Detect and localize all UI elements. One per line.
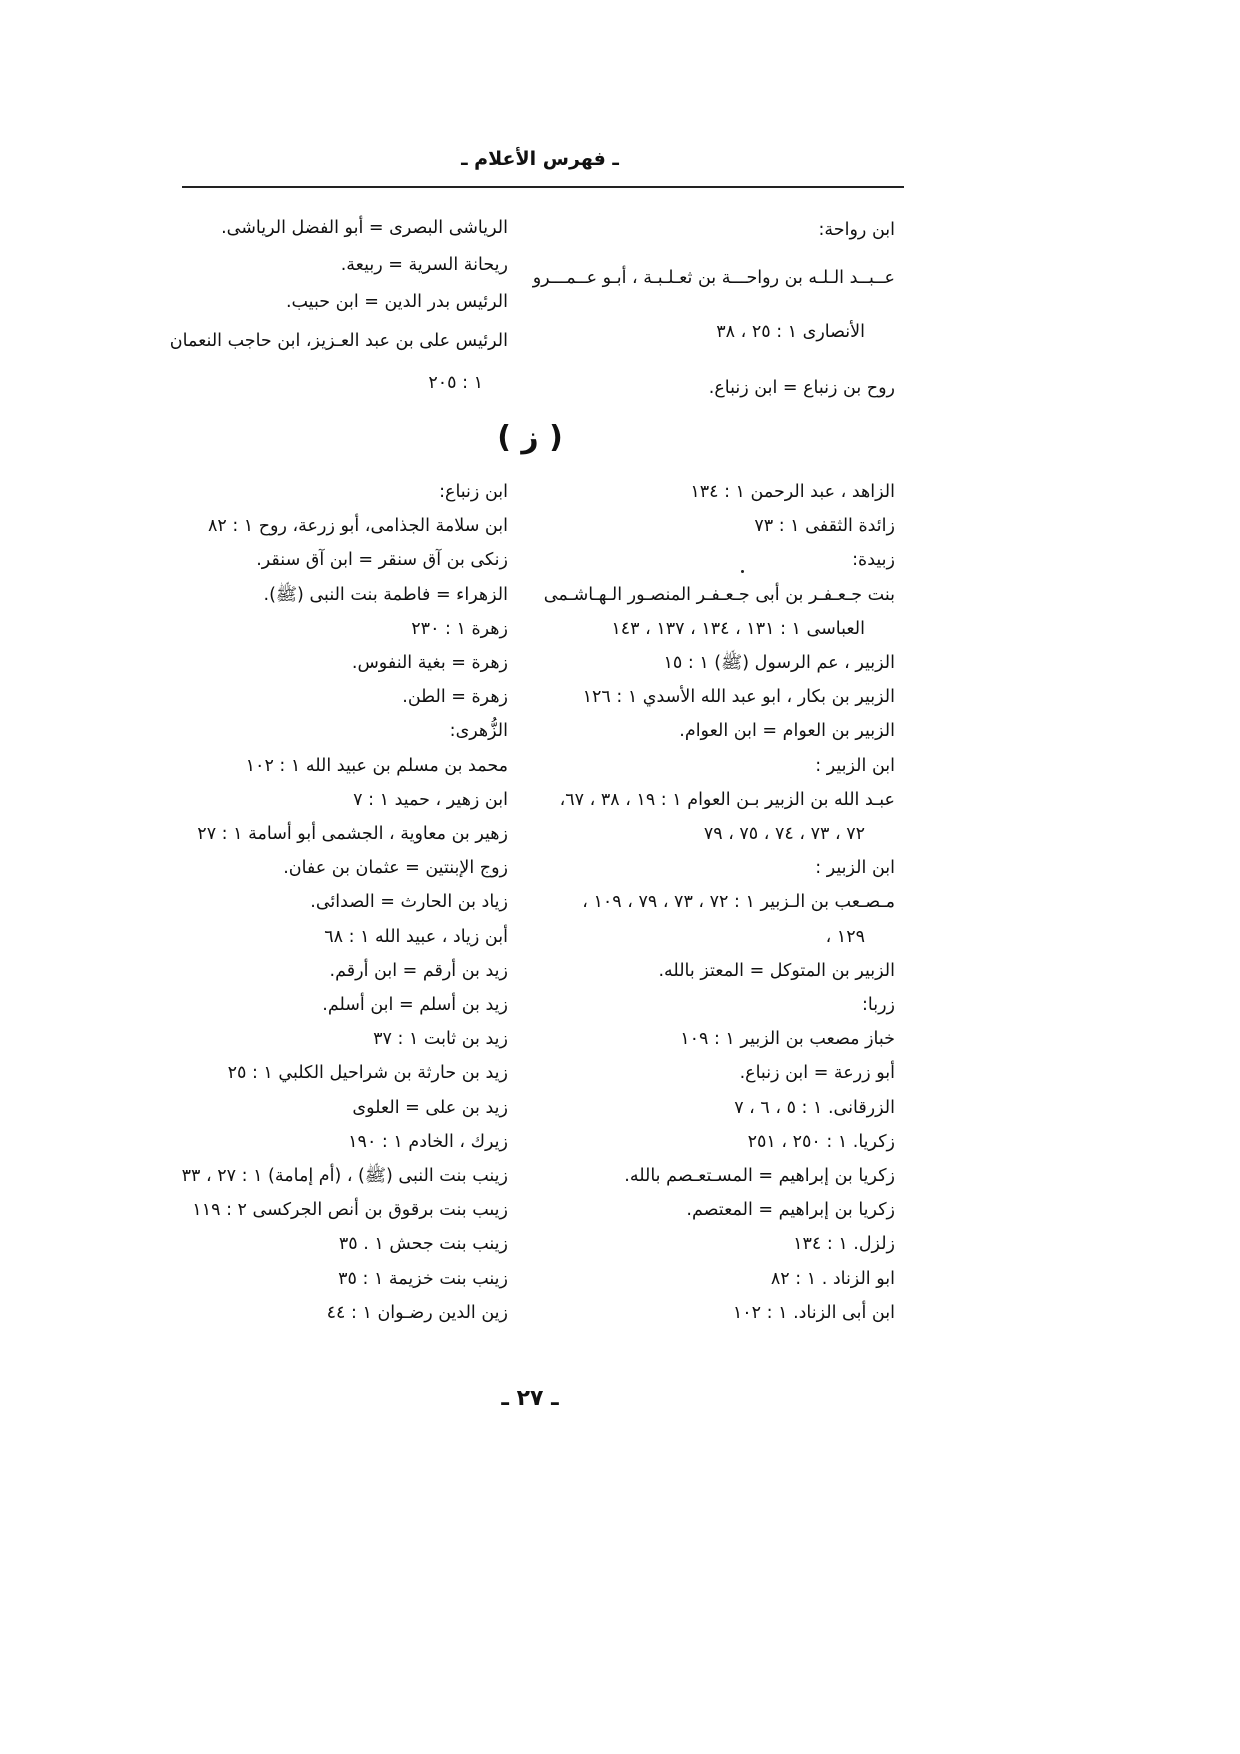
index-entry: الرئيس على بن عبد العـزيز، ابن حاجب النعمان	[169, 331, 508, 351]
index-entry: ابن زهير ، حميد ١ : ٧	[353, 789, 508, 810]
index-entry: زينب بنت جحش ١ . ٣٥	[338, 1234, 508, 1255]
index-entry: زكريا. ١ : ٢٥٠ ، ٢٥١	[747, 1131, 895, 1152]
index-entry: زبيدة:	[852, 550, 895, 571]
index-entry: زيد بن ثابت ١ : ٣٧	[373, 1029, 508, 1050]
index-entry: الزبير بن العوام = ابن العوام.	[679, 721, 895, 742]
index-entry: زلزل. ١ : ١٣٤	[793, 1234, 895, 1255]
index-entry: ابن زنباع:	[439, 482, 508, 502]
index-entry: زين الدين رضـوان ١ : ٤٤	[326, 1302, 508, 1323]
index-entry: زائدة الثقفى ١ : ٧٣	[754, 516, 895, 537]
index-entry: زينب بنت النبى (ﷺ) ، (أم إمامة) ١ : ٢٧ ، ٣٣	[181, 1166, 508, 1186]
index-entry: زهرة = بغية النفوس.	[351, 653, 508, 673]
index-entry: عــبــد الـلـه بن رواحـــة بن ثعـلـبـة ، أبـو عــمـــرو	[532, 268, 895, 288]
index-entry: ريحانة السرية = ربيعة.	[340, 255, 508, 275]
index-entry: ابن الزبير :	[815, 858, 895, 879]
index-entry: زكريا بن إبراهيم = المعتصم.	[686, 1200, 895, 1221]
page-header: ـ فهرس الأعلام ـ	[461, 148, 619, 170]
index-entry: الزُّهرى:	[449, 721, 508, 742]
index-entry: زربا:	[861, 995, 895, 1015]
index-entry: ابن الزبير :	[815, 755, 895, 776]
index-entry: ابن سلامة الجذامى، أبو زرعة، روح ١ : ٨٢	[207, 516, 508, 537]
index-entry: أبن زياد ، عبيد الله ١ : ٦٨	[324, 926, 508, 947]
index-entry: خباز مصعب بن الزبير ١ : ١٠٩	[680, 1029, 895, 1050]
index-entry: الزرقانى. ١ : ٥ ، ٦ ، ٧	[734, 1097, 895, 1118]
index-entry: ابن أبى الزناد. ١ : ١٠٢	[732, 1302, 895, 1323]
index-entry: زينب بنت خزيمة ١ : ٣٥	[338, 1268, 508, 1289]
index-entry: الزبير ، عم الرسول (ﷺ) ١ : ١٥	[663, 653, 895, 673]
index-entry: ١ : ٢٠٥	[428, 373, 483, 393]
index-entry: زيىب بنت برقوق بن أنص الجركسى ٢ : ١١٩	[192, 1200, 508, 1221]
index-entry: ١٢٩ ،	[825, 926, 865, 947]
index-entry: ٧٢ ، ٧٣ ، ٧٤ ، ٧٥ ، ٧٩	[703, 824, 865, 844]
index-entry: زهرة ١ : ٢٣٠	[411, 618, 508, 639]
index-entry: زنكى بن آق سنقر = ابن آق سنقر.	[256, 550, 508, 571]
index-entry: الزاهد ، عبد الرحمن ١ : ١٣٤	[690, 482, 895, 502]
index-entry: العباسى ١ : ١٣١ ، ١٣٤ ، ١٣٧ ، ١٤٣	[611, 618, 865, 639]
section-letter: ( ز )	[497, 420, 563, 455]
index-entry: زوج الإبنتين = عثمان بن عفان.	[283, 858, 508, 879]
header-rule	[182, 186, 904, 188]
index-entry: عبـد الله بن الزبير بـن العوام ١ : ١٩ ، ٣٨ ، ٦٧،	[559, 789, 895, 810]
index-entry: زيد بن حارثة بن شراحيل الكلبي ١ : ٢٥	[227, 1063, 508, 1084]
index-entry: زيد بن أرقم = ابن أرقم.	[329, 960, 508, 981]
index-entry: ابن رواحة:	[818, 220, 895, 240]
index-entry: محمد بن مسلم بن عبيد الله ١ : ١٠٢	[245, 755, 508, 776]
index-entry: زكريا بن إبراهيم = المسـتعـصم بالله.	[624, 1166, 895, 1186]
index-entry: زهرة = الطن.	[402, 687, 508, 708]
index-entry: زيد بن أسلم = ابن أسلم.	[322, 995, 508, 1015]
page-number: ـ ٢٧ ـ	[501, 1386, 559, 1411]
stray-dot	[741, 570, 744, 573]
index-entry: أبو زرعة = ابن زنباع.	[739, 1063, 895, 1084]
index-entry: بنت جـعـفـر بن أبى جـعـفـر المنصـور الـهـاشـمى	[543, 584, 895, 605]
index-entry: الرئيس بدر الدين = ابن حبيب.	[285, 292, 508, 312]
index-entry: زيد بن على = العلوى	[352, 1097, 508, 1118]
index-entry: الأنصارى ١ : ٢٥ ، ٣٨	[716, 322, 865, 342]
index-entry: روح بن زنباع = ابن زنباع.	[708, 378, 895, 398]
index-entry: زيرك ، الخادم ١ : ١٩٠	[348, 1131, 508, 1152]
index-entry: ابو الزناد . ١ : ٨٢	[770, 1268, 895, 1289]
index-entry: زهير بن معاوية ، الجشمى أبو أسامة ١ : ٢٧	[197, 824, 508, 844]
index-entry: الزبير بن المتوكل = المعتز بالله.	[658, 960, 895, 981]
index-entry: مـصـعب بن الـزبير ١ : ٧٢ ، ٧٣ ، ٧٩ ، ١٠٩ ،	[582, 892, 895, 913]
index-entry: الرياشى البصرى = أبو الفضل الرياشى.	[221, 218, 508, 238]
index-entry: الزبير بن بكار ، ابو عبد الله الأسدي ١ : ١٢٦	[582, 687, 895, 708]
index-entry: زياد بن الحارث = الصدائى.	[310, 892, 508, 913]
index-entry: الزهراء = فاطمة بنت النبى (ﷺ).	[263, 584, 508, 605]
